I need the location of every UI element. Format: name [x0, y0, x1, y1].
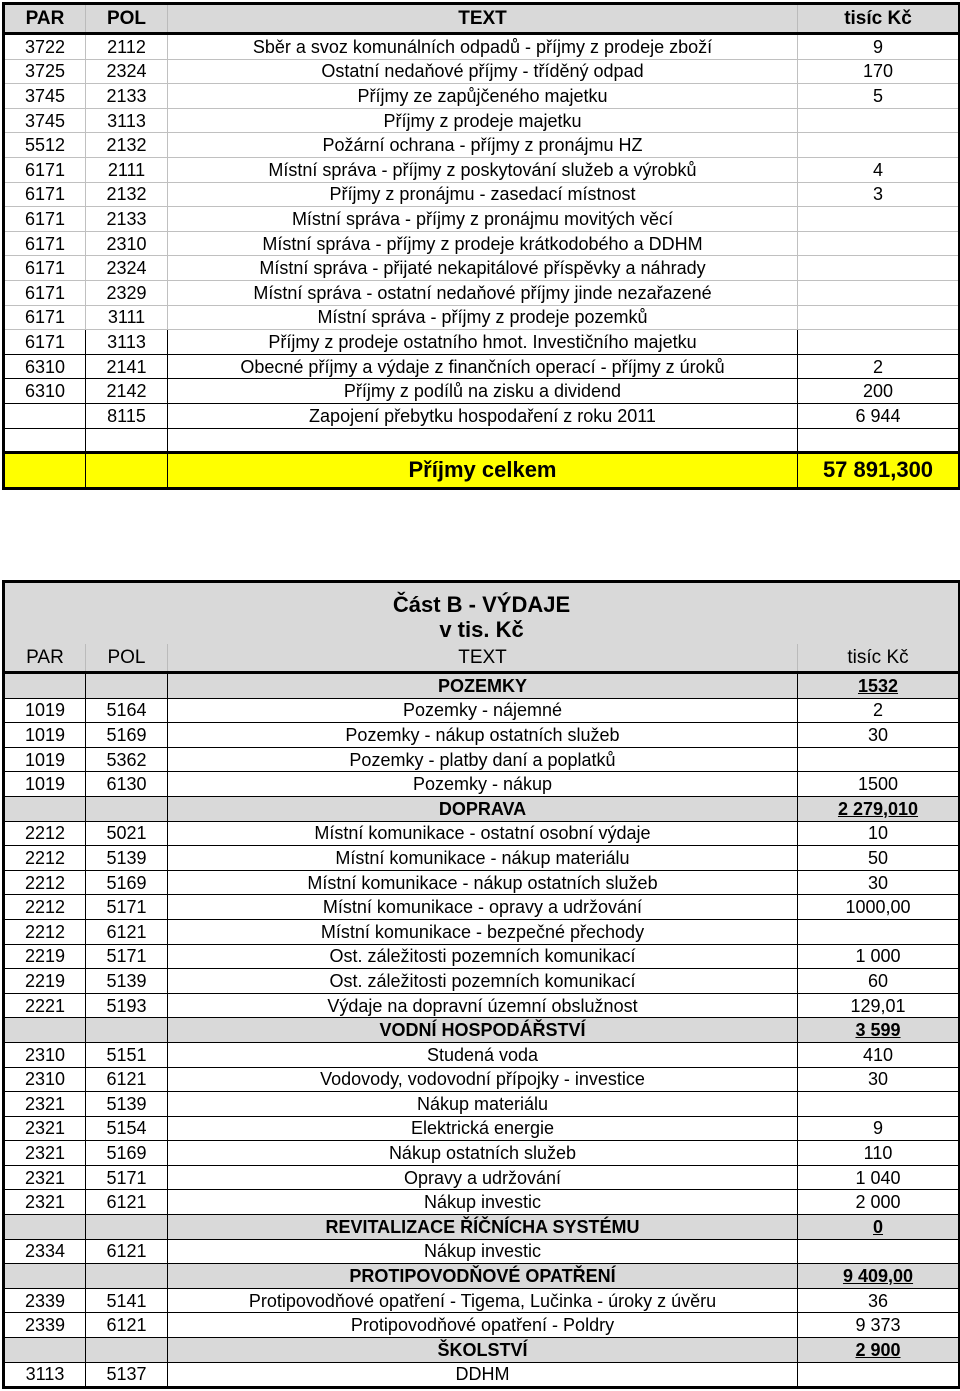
total-empty-cell: [86, 452, 168, 488]
row-par: 2334: [4, 1239, 86, 1264]
section-empty-cell: [4, 1215, 86, 1240]
row-text: Protipovodňové opatření - Tigema, Lučinka - úroky z úvěru: [168, 1288, 798, 1313]
table-row: [4, 305, 960, 330]
row-par: 2221: [4, 993, 86, 1018]
row-text: Místní správa - příjmy z poskytování služeb a výrobků: [168, 157, 798, 182]
row-amount: [798, 330, 960, 355]
row-pol: 2133: [86, 207, 168, 232]
row-amount: [798, 256, 960, 281]
row-pol: 5362: [86, 747, 168, 772]
row-pol: 5139: [86, 969, 168, 994]
part-b-title-row: [4, 582, 960, 617]
income-header-row: [4, 4, 960, 34]
row-amount: 30: [798, 1067, 960, 1092]
row-text: Příjmy z podílů na zisku a dividend: [168, 379, 798, 404]
section-empty-cell: [4, 673, 86, 699]
section-title: REVITALIZACE ŘÍČNÍCHA SYSTÉMU: [168, 1215, 798, 1240]
row-pol: 2310: [86, 231, 168, 256]
row-text: Elektrická energie: [168, 1116, 798, 1141]
row-par: 6310: [4, 354, 86, 379]
row-pol: 2142: [86, 379, 168, 404]
row-par: 1019: [4, 772, 86, 797]
table-row: [4, 84, 960, 109]
row-amount: 10: [798, 821, 960, 846]
row-par: 3745: [4, 84, 86, 109]
row-par: 2212: [4, 895, 86, 920]
row-amount: 170: [798, 59, 960, 84]
header-text: TEXT: [168, 644, 798, 673]
table-row: [4, 280, 960, 305]
table-row: [4, 846, 960, 871]
income-total-label: Příjmy celkem: [168, 452, 798, 488]
row-amount: 2: [798, 354, 960, 379]
row-amount: [798, 1092, 960, 1117]
row-amount: 30: [798, 870, 960, 895]
row-amount: 9: [798, 34, 960, 60]
section-empty-cell: [4, 1338, 86, 1363]
row-text: Příjmy z pronájmu - zasedací místnost: [168, 182, 798, 207]
row-amount: 6 944: [798, 403, 960, 428]
header-amount: tisíc Kč: [798, 4, 960, 34]
row-pol: 5171: [86, 895, 168, 920]
row-amount: 2 000: [798, 1190, 960, 1215]
row-pol: 2111: [86, 157, 168, 182]
section-empty-cell: [86, 673, 168, 699]
table-row: [4, 944, 960, 969]
row-text: Obecné příjmy a výdaje z finančních operací - příjmy z úroků: [168, 354, 798, 379]
section-amount: 3 599: [798, 1018, 960, 1043]
section-empty-cell: [4, 796, 86, 821]
row-amount: 50: [798, 846, 960, 871]
row-text: Místní správa - příjmy z prodeje pozemků: [168, 305, 798, 330]
row-pol: 5164: [86, 698, 168, 723]
table-row: [4, 1092, 960, 1117]
row-pol: 5139: [86, 1092, 168, 1117]
table-row: [4, 1313, 960, 1338]
section-amount: 2 900: [798, 1338, 960, 1363]
row-pol: 5154: [86, 1116, 168, 1141]
table-row: [4, 698, 960, 723]
row-text: Ost. záležitosti pozemních komunikací: [168, 969, 798, 994]
table-row: [4, 870, 960, 895]
row-amount: [798, 305, 960, 330]
row-pol: 5169: [86, 723, 168, 748]
row-text: Studená voda: [168, 1042, 798, 1067]
row-pol: 6130: [86, 772, 168, 797]
row-amount: [798, 1239, 960, 1264]
row-text: Místní komunikace - opravy a udržování: [168, 895, 798, 920]
row-text: Ostatní nedaňové příjmy - tříděný odpad: [168, 59, 798, 84]
section-empty-cell: [86, 1264, 168, 1289]
row-pol: 6121: [86, 1313, 168, 1338]
row-par: 2212: [4, 846, 86, 871]
row-text: Ost. záležitosti pozemních komunikací: [168, 944, 798, 969]
row-text: Místní správa - příjmy z pronájmu movitých věcí: [168, 207, 798, 232]
table-row: [4, 1288, 960, 1313]
row-par: 2219: [4, 944, 86, 969]
row-text: Místní komunikace - bezpečné přechody: [168, 919, 798, 944]
table-row: [4, 379, 960, 404]
row-pol: 2324: [86, 59, 168, 84]
table-row: [4, 1116, 960, 1141]
section-empty-cell: [86, 796, 168, 821]
row-pol: 2112: [86, 34, 168, 60]
row-par: 2310: [4, 1042, 86, 1067]
section-row: [4, 1338, 960, 1363]
table-row: [4, 157, 960, 182]
expense-table: [2, 580, 960, 1389]
blank-cell: [168, 428, 798, 452]
table-row: [4, 723, 960, 748]
row-pol: 3111: [86, 305, 168, 330]
row-par: 5512: [4, 133, 86, 158]
row-par: 2212: [4, 821, 86, 846]
row-par: 3722: [4, 34, 86, 60]
section-amount: 9 409,00: [798, 1264, 960, 1289]
row-text: Nákup investic: [168, 1239, 798, 1264]
section-row: [4, 1018, 960, 1043]
row-par: 2310: [4, 1067, 86, 1092]
row-par: 6171: [4, 280, 86, 305]
income-total-amount: 57 891,300: [798, 452, 960, 488]
row-pol: 5193: [86, 993, 168, 1018]
row-pol: 5141: [86, 1288, 168, 1313]
expense-header-row: [4, 644, 960, 673]
part-b-subtitle: v tis. Kč: [4, 616, 960, 644]
row-text: Místní správa - příjmy z prodeje krátkodobého a DDHM: [168, 231, 798, 256]
table-row: [4, 34, 960, 60]
row-pol: 6121: [86, 919, 168, 944]
row-amount: 9: [798, 1116, 960, 1141]
table-row: [4, 919, 960, 944]
table-row: [4, 354, 960, 379]
row-pol: 2141: [86, 354, 168, 379]
table-row: [4, 993, 960, 1018]
row-text: Místní komunikace - nákup materiálu: [168, 846, 798, 871]
row-par: 6171: [4, 182, 86, 207]
blank-cell: [86, 428, 168, 452]
row-par: 2212: [4, 919, 86, 944]
header-par: PAR: [4, 644, 86, 673]
section-row: [4, 1264, 960, 1289]
table-row: [4, 330, 960, 355]
row-par: 3745: [4, 108, 86, 133]
row-pol: 6121: [86, 1190, 168, 1215]
row-pol: 5137: [86, 1362, 168, 1388]
row-par: 6171: [4, 207, 86, 232]
row-pol: 5021: [86, 821, 168, 846]
row-pol: 5171: [86, 944, 168, 969]
row-amount: [798, 280, 960, 305]
row-par: 3725: [4, 59, 86, 84]
row-amount: 1500: [798, 772, 960, 797]
row-pol: 3113: [86, 330, 168, 355]
section-title: DOPRAVA: [168, 796, 798, 821]
section-empty-cell: [86, 1338, 168, 1363]
section-empty-cell: [4, 1018, 86, 1043]
row-amount: 410: [798, 1042, 960, 1067]
row-par: 2321: [4, 1116, 86, 1141]
row-text: Sběr a svoz komunálních odpadů - příjmy z prodeje zboží: [168, 34, 798, 60]
row-text: Pozemky - platby daní a poplatků: [168, 747, 798, 772]
table-row: [4, 969, 960, 994]
row-pol: 6121: [86, 1067, 168, 1092]
row-amount: 110: [798, 1141, 960, 1166]
income-table: [2, 2, 960, 490]
table-row: [4, 1042, 960, 1067]
row-amount: 1 000: [798, 944, 960, 969]
row-text: Místní komunikace - nákup ostatních služeb: [168, 870, 798, 895]
row-text: Pozemky - nákup ostatních služeb: [168, 723, 798, 748]
table-row: [4, 1239, 960, 1264]
row-text: DDHM: [168, 1362, 798, 1388]
row-par: 6171: [4, 157, 86, 182]
part-b-title: Část B - VÝDAJE: [4, 582, 960, 617]
row-amount: 30: [798, 723, 960, 748]
row-amount: [798, 747, 960, 772]
row-par: 6171: [4, 305, 86, 330]
row-text: Nákup ostatních služeb: [168, 1141, 798, 1166]
section-amount: 0: [798, 1215, 960, 1240]
table-row: [4, 1362, 960, 1388]
row-pol: 5171: [86, 1165, 168, 1190]
section-row: [4, 673, 960, 699]
row-amount: 2: [798, 698, 960, 723]
row-amount: [798, 1362, 960, 1388]
row-text: Příjmy ze zapůjčeného majetku: [168, 84, 798, 109]
row-par: 3113: [4, 1362, 86, 1388]
table-row: [4, 256, 960, 281]
row-text: Nákup materiálu: [168, 1092, 798, 1117]
row-text: Vodovody, vodovodní přípojky - investice: [168, 1067, 798, 1092]
table-row: [4, 403, 960, 428]
row-text: Zapojení přebytku hospodaření z roku 2011: [168, 403, 798, 428]
header-pol: POL: [86, 4, 168, 34]
total-empty-cell: [4, 452, 86, 488]
row-par: 2339: [4, 1313, 86, 1338]
row-text: Opravy a udržování: [168, 1165, 798, 1190]
table-row: [4, 59, 960, 84]
row-text: Místní správa - ostatní nedaňové příjmy jinde nezařazené: [168, 280, 798, 305]
header-pol: POL: [86, 644, 168, 673]
row-amount: 200: [798, 379, 960, 404]
table-row: [4, 133, 960, 158]
row-par: 1019: [4, 698, 86, 723]
row-text: Příjmy z prodeje ostatního hmot. Investičního majetku: [168, 330, 798, 355]
row-amount: [798, 133, 960, 158]
section-row: [4, 1215, 960, 1240]
header-par: PAR: [4, 4, 86, 34]
row-pol: 8115: [86, 403, 168, 428]
header-text: TEXT: [168, 4, 798, 34]
row-pol: 3113: [86, 108, 168, 133]
row-pol: 6121: [86, 1239, 168, 1264]
table-row: [4, 821, 960, 846]
row-text: Výdaje na dopravní územní obslužnost: [168, 993, 798, 1018]
row-text: Pozemky - nákup: [168, 772, 798, 797]
row-amount: 36: [798, 1288, 960, 1313]
row-par: 2212: [4, 870, 86, 895]
row-amount: 1 040: [798, 1165, 960, 1190]
row-amount: [798, 207, 960, 232]
table-row: [4, 1165, 960, 1190]
row-pol: 5169: [86, 1141, 168, 1166]
table-row: [4, 108, 960, 133]
row-amount: 4: [798, 157, 960, 182]
part-b-subtitle-row: [4, 616, 960, 644]
table-row: [4, 231, 960, 256]
row-amount: 5: [798, 84, 960, 109]
section-empty-cell: [86, 1018, 168, 1043]
table-row: [4, 1190, 960, 1215]
table-row: [4, 747, 960, 772]
row-pol: 2133: [86, 84, 168, 109]
section-title: POZEMKY: [168, 673, 798, 699]
row-text: Místní komunikace - ostatní osobní výdaje: [168, 821, 798, 846]
row-amount: 9 373: [798, 1313, 960, 1338]
row-amount: [798, 231, 960, 256]
section-empty-cell: [86, 1215, 168, 1240]
row-text: Příjmy z prodeje majetku: [168, 108, 798, 133]
row-par: 2339: [4, 1288, 86, 1313]
row-amount: 3: [798, 182, 960, 207]
row-par: [4, 403, 86, 428]
row-par: 6171: [4, 231, 86, 256]
section-title: PROTIPOVODŇOVÉ OPATŘENÍ: [168, 1264, 798, 1289]
table-row: [4, 772, 960, 797]
row-par: 1019: [4, 723, 86, 748]
table-row: [4, 182, 960, 207]
row-pol: 5139: [86, 846, 168, 871]
row-text: Pozemky - nájemné: [168, 698, 798, 723]
row-par: 1019: [4, 747, 86, 772]
blank-row: [4, 428, 960, 452]
section-empty-cell: [4, 1264, 86, 1289]
row-pol: 2329: [86, 280, 168, 305]
row-pol: 2132: [86, 182, 168, 207]
section-amount: 2 279,010: [798, 796, 960, 821]
section-title: ŠKOLSTVÍ: [168, 1338, 798, 1363]
header-amount: tisíc Kč: [798, 644, 960, 673]
row-par: 6171: [4, 330, 86, 355]
row-par: 2321: [4, 1165, 86, 1190]
table-row: [4, 1141, 960, 1166]
row-pol: 5151: [86, 1042, 168, 1067]
row-pol: 2132: [86, 133, 168, 158]
income-total-row: [4, 452, 960, 488]
row-text: Místní správa - přijaté nekapitálové příspěvky a náhrady: [168, 256, 798, 281]
table-row: [4, 895, 960, 920]
row-pol: 2324: [86, 256, 168, 281]
row-amount: [798, 108, 960, 133]
row-par: 2321: [4, 1092, 86, 1117]
section-row: [4, 796, 960, 821]
row-pol: 5169: [86, 870, 168, 895]
section-title: VODNÍ HOSPODÁŘSTVÍ: [168, 1018, 798, 1043]
row-par: 2321: [4, 1141, 86, 1166]
row-par: 2321: [4, 1190, 86, 1215]
section-amount: 1532: [798, 673, 960, 699]
row-par: 6310: [4, 379, 86, 404]
row-par: 2219: [4, 969, 86, 994]
row-text: Nákup investic: [168, 1190, 798, 1215]
row-amount: [798, 919, 960, 944]
row-text: Požární ochrana - příjmy z pronájmu HZ: [168, 133, 798, 158]
row-amount: 129,01: [798, 993, 960, 1018]
row-par: 6171: [4, 256, 86, 281]
blank-cell: [798, 428, 960, 452]
row-text: Protipovodňové opatření - Poldry: [168, 1313, 798, 1338]
table-row: [4, 207, 960, 232]
row-amount: 1000,00: [798, 895, 960, 920]
blank-cell: [4, 428, 86, 452]
table-row: [4, 1067, 960, 1092]
row-amount: 60: [798, 969, 960, 994]
